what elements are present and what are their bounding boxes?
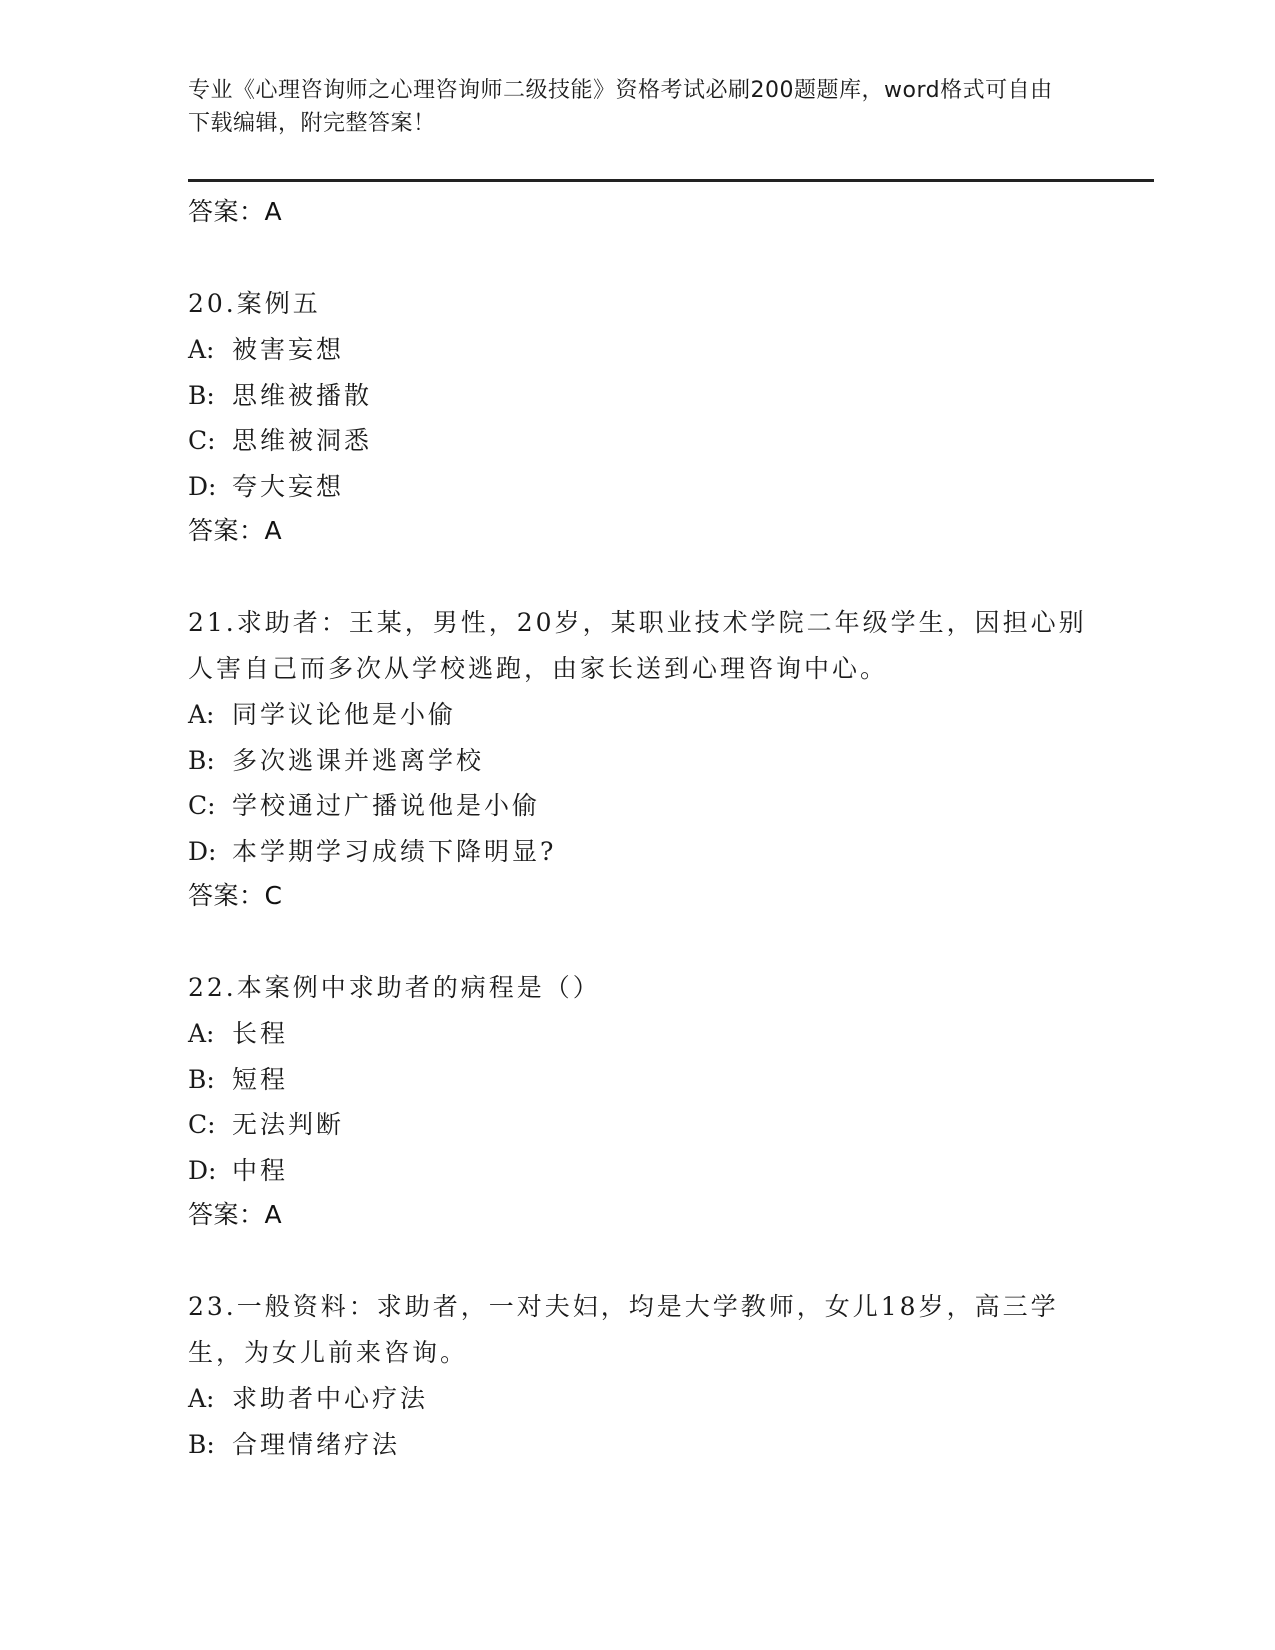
answer-line: 答案：A: [188, 197, 283, 226]
question-block: [188, 1284, 1088, 1467]
option-a: [188, 692, 1088, 738]
question-block: [188, 965, 1088, 1237]
option-letter: D:: [188, 1155, 217, 1185]
option-letter: C:: [188, 791, 216, 820]
option-text: 本学期学习成绩下降明显?: [232, 836, 557, 866]
option-text: 求助者中心疗法: [232, 1384, 429, 1413]
option-letter: B:: [188, 380, 215, 410]
option-text: 思维被洞悉: [232, 426, 373, 455]
question-block: [188, 600, 1088, 918]
spacer: [188, 553, 1088, 600]
question-list: [188, 190, 1088, 1467]
option-letter: D:: [188, 836, 217, 866]
answer-line: 答案：A: [188, 1200, 283, 1229]
option-letter: A:: [188, 335, 215, 364]
option-a: [188, 1376, 1088, 1422]
option-text: 思维被播散: [232, 380, 373, 410]
header-divider: [188, 179, 1154, 182]
question-stem: 23.一般资料：求助者，一对夫妇，均是大学教师，女儿18岁，高三学生，为女儿前来咨询。: [188, 1292, 1059, 1367]
option-a: [188, 327, 1088, 373]
option-d: [188, 829, 1088, 875]
option-c: [188, 1102, 1088, 1148]
option-text: 学校通过广播说他是小偷: [232, 791, 541, 820]
option-b: [188, 373, 1088, 419]
option-letter: D:: [188, 471, 217, 501]
option-letter: C:: [188, 426, 216, 455]
option-letter: B:: [188, 1064, 215, 1094]
option-text: 被害妄想: [232, 335, 345, 364]
option-b: [188, 1422, 1088, 1468]
option-letter: C:: [188, 1110, 216, 1139]
option-d: [188, 464, 1088, 510]
option-text: 合理情绪疗法: [232, 1429, 401, 1459]
option-letter: B:: [188, 745, 215, 775]
question-block: [188, 281, 1088, 553]
question-stem: 21.求助者：王某，男性，20岁，某职业技术学院二年级学生，因担心别人害自己而多次从学校逃跑，由家长送到心理咨询中心。: [188, 608, 1087, 683]
page-header: 专业《心理咨询师之心理咨询师二级技能》资格考试必刷200题题库，word格式可自由下载编辑，附完整答案！: [188, 78, 1053, 136]
option-c: [188, 783, 1088, 829]
question-stem: 22.本案例中求助者的病程是（）: [188, 973, 601, 1002]
option-text: 无法判断: [232, 1110, 345, 1139]
question-stem: 20.案例五: [188, 289, 321, 318]
option-text: 中程: [232, 1155, 289, 1185]
option-letter: B:: [188, 1429, 215, 1459]
option-text: 多次逃课并逃离学校: [232, 745, 485, 775]
spacer: [188, 1237, 1088, 1284]
answer-line: 答案：C: [188, 881, 283, 910]
option-letter: A:: [188, 1384, 215, 1413]
option-d: [188, 1148, 1088, 1194]
option-text: 短程: [232, 1064, 289, 1094]
option-text: 同学议论他是小偷: [232, 700, 457, 729]
option-b: [188, 738, 1088, 784]
option-b: [188, 1057, 1088, 1103]
spacer: [188, 234, 1088, 281]
option-a: [188, 1011, 1088, 1057]
option-letter: A:: [188, 1019, 215, 1048]
option-c: [188, 418, 1088, 464]
option-text: 夸大妄想: [232, 471, 345, 501]
option-text: 长程: [232, 1019, 289, 1048]
answer-line: 答案：A: [188, 516, 283, 545]
spacer: [188, 918, 1088, 965]
option-letter: A:: [188, 700, 215, 729]
